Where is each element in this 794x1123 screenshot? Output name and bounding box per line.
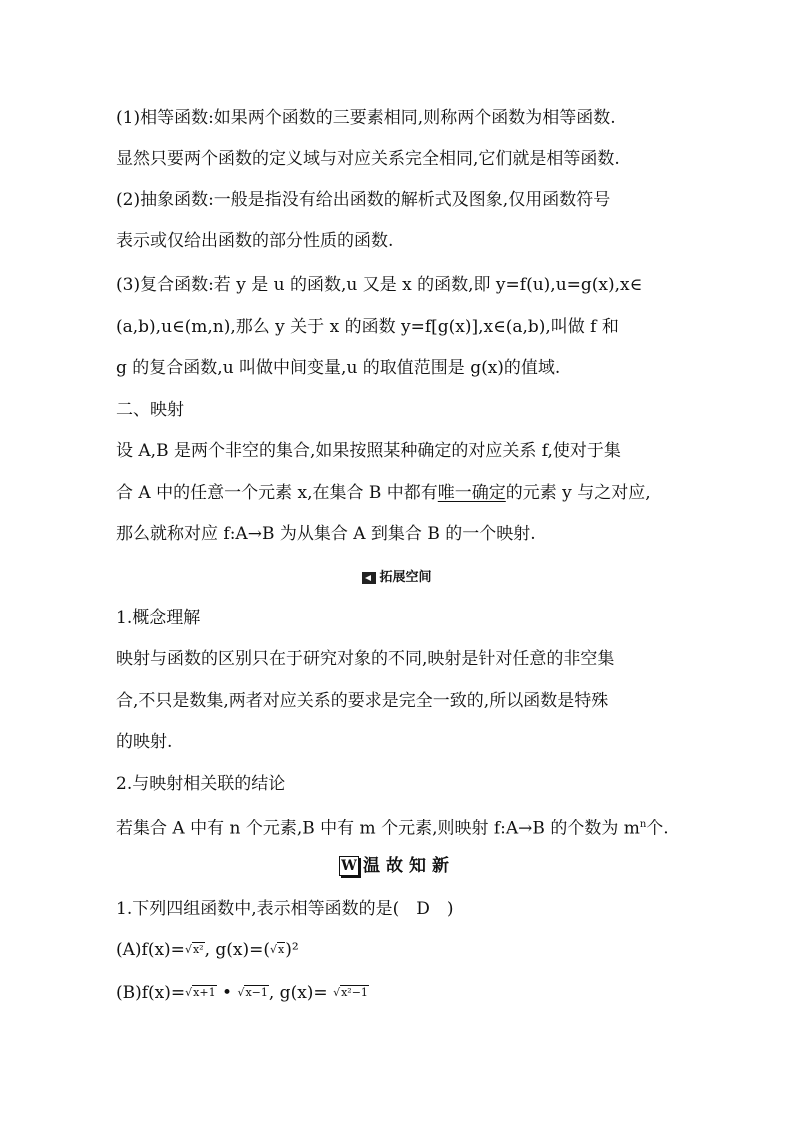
text-span: 的元素 y 与之对应,: [505, 483, 651, 503]
option-a: [116, 937, 299, 963]
sqrt-expression: √x: [270, 943, 285, 956]
text-span: , g(x)=: [268, 983, 334, 1003]
sqrt-expression: √x²: [184, 943, 204, 956]
text-span: •: [216, 983, 238, 1003]
text-span: (B)f(x)=: [116, 983, 186, 1003]
text-line: [116, 480, 651, 506]
text-span: 个.: [646, 818, 669, 839]
speaker-icon: [362, 572, 376, 584]
text-line: 设 A,B 是两个非空的集合,如果按照某种确定的对应关系 f,使对于集: [116, 441, 621, 461]
section-title: 二、映射: [116, 400, 184, 420]
text-line: 表示或仅给出函数的部分性质的函数.: [116, 231, 394, 251]
text-span: , g(x)=(: [204, 940, 270, 960]
w-icon: W: [339, 856, 359, 876]
sqrt-expression: √x²−1: [333, 986, 368, 999]
text-span: )²: [285, 940, 299, 960]
review-title: 温故知新: [363, 856, 455, 876]
text-line: [116, 812, 669, 842]
text-line: 那么就称对应 f:A→B 为从集合 A 到集合 B 的一个映射.: [116, 524, 536, 544]
text-line: 合,不只是数集,两者对应关系的要求是完全一致的,所以函数是特殊: [116, 691, 609, 711]
sqrt-expression: √x−1: [237, 986, 268, 999]
subheading: 1.概念理解: [116, 608, 201, 628]
option-b: [116, 980, 369, 1006]
text-line: 映射与函数的区别只在于研究对象的不同,映射是针对任意的非空集: [116, 649, 615, 669]
underlined-text: 唯一确定: [437, 483, 506, 503]
badge-label: 拓展空间: [379, 570, 432, 585]
text-span: 合 A 中的任意一个元素 x,在集合 B 中都有: [116, 483, 438, 503]
text-line: g 的复合函数,u 叫做中间变量,u 的取值范围是 g(x)的值域.: [116, 358, 561, 378]
text-line: (1)相等函数:如果两个函数的三要素相同,则称两个函数为相等函数.: [116, 108, 616, 128]
text-span: (A)f(x)=: [116, 940, 185, 960]
text-line: 显然只要两个函数的定义域与对应关系完全相同,它们就是相等函数.: [116, 149, 620, 169]
text-line: (3)复合函数:若 y 是 u 的函数,u 又是 x 的函数,即 y=f(u),u=g(x),x∈: [116, 275, 643, 295]
expand-space-badge: [0, 569, 794, 590]
superscript: n: [639, 819, 647, 830]
sqrt-expression: √x+1: [185, 986, 216, 999]
text-line: (2)抽象函数:一般是指没有给出函数的解析式及图象,仅用函数符号: [116, 190, 611, 210]
text-span: 若集合 A 中有 n 个元素,B 中有 m 个元素,则映射 f:A→B 的个数为 m: [116, 818, 640, 839]
text-line: (a,b),u∈(m,n),那么 y 关于 x 的函数 y=f[g(x)],x∈(a,b),叫做 f 和: [116, 317, 619, 337]
review-heading: [0, 853, 794, 878]
question-line: 1.下列四组函数中,表示相等函数的是( D ): [116, 899, 454, 919]
text-line: 的映射.: [116, 732, 173, 752]
subheading: 2.与映射相关联的结论: [116, 774, 286, 794]
